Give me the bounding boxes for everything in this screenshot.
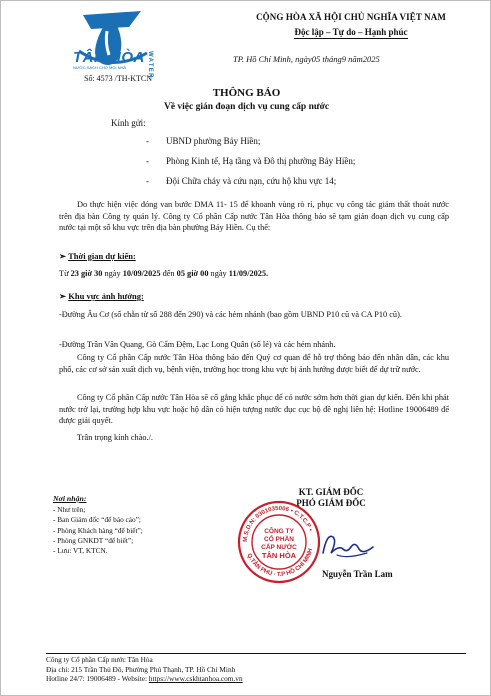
closing-line: Trân trọng kính chào./. bbox=[77, 433, 153, 442]
date-start: 10/09/2025 bbox=[122, 269, 161, 278]
logo-water: WATER bbox=[147, 51, 153, 79]
recipient-dash: - bbox=[146, 136, 149, 146]
recipients-list-title: Nơi nhận: bbox=[53, 494, 87, 503]
recipient-item bbox=[146, 136, 260, 146]
recipients-list bbox=[53, 494, 143, 556]
footer-company: Công ty Cổ phần Cấp nước Tân Hòa bbox=[46, 655, 153, 664]
area-item: -Đường Âu Cơ (số chẵn từ số 288 đến 290) và các hẻm nhánh (bao gồm UBND P10 cũ và CA P10 cũ). bbox=[59, 310, 402, 319]
time-heading-text: Thời gian dự kiến: bbox=[68, 251, 136, 261]
signature-title-1: KT. GIÁM ĐỐC bbox=[298, 487, 364, 497]
time-day-label-2: ngày bbox=[208, 269, 229, 278]
body-paragraph: Công ty Cổ phần Cấp nước Tân Hòa sẽ cố gắng khắc phục để có nước sớm hơn thời gian dự kiến. Đến khi phát nước trở lại, trường hợp khu vực hoặc hộ dân có hiện tượng nước đục cục bộ đề nghị liên hệ: Hotline 19006489 để được giải quyết. bbox=[59, 393, 449, 426]
nation-line2: Độc lập – Tự do – Hạnh phúc bbox=[294, 27, 408, 37]
body-paragraph: Công ty Cổ phần Cấp nước Tân Hòa thông báo đến Quý cơ quan để hỗ trợ thông báo đến nhân dân, các khu phố, các cơ sở sản xuất dịch vụ, bệnh viện, trường học trong khu vực bị ảnh hưởng được biết để dự trữ nước. bbox=[59, 353, 449, 374]
seal-line4: TÂN HÒA bbox=[261, 551, 297, 560]
recipient-item bbox=[146, 156, 355, 166]
footer-hotline: Hotline 24/7: 19006489 - Website: bbox=[46, 674, 149, 684]
seal-line1: CÔNG TY bbox=[264, 528, 294, 535]
national-header bbox=[221, 12, 481, 40]
date-end: 11/09/2025. bbox=[228, 269, 269, 278]
area-item: -Đường Trần Văn Quang, Gò Cẩm Đệm, Lạc Long Quân (số lẻ) và các hẻm nhánh. bbox=[59, 340, 336, 349]
intro-paragraph: Do thực hiện việc đóng van bước DMA 11- 15 để khoanh vùng rò rỉ, phục vụ công tác giảm thất thoát nước trên địa bàn Công ty quản lý. Công ty Cổ phần Cấp nước Tân Hòa thông báo sẽ tạm gián đoạn dịch vụ cung cấp nước tại một số khu vực trên địa bàn phường Bảy Hiền. Cụ thể: bbox=[59, 200, 449, 233]
logo-slogan: NƯỚC SẠCH CHO MỌI NHÀ bbox=[73, 65, 127, 70]
footer-contact bbox=[46, 674, 243, 684]
area-heading-text: Khu vực ảnh hưởng: bbox=[68, 291, 144, 301]
recipient-text: Đội Chữa cháy và cứu nạn, cứu hộ khu vực 14; bbox=[166, 176, 337, 186]
website-link[interactable]: https://www.cskhtanhoa.com.vn bbox=[148, 674, 243, 684]
logo-brand: TÂN HÒA bbox=[73, 49, 145, 66]
seal-line2: CỔ PHẦN bbox=[264, 536, 294, 543]
greeting: Kính gửi: bbox=[111, 118, 146, 128]
recipients-list-item: - Như trên; bbox=[53, 505, 86, 515]
signature-title-2: PHÓ GIÁM ĐỐC bbox=[296, 498, 366, 508]
footer-divider bbox=[46, 653, 466, 654]
document-title: THÔNG BÁO bbox=[212, 87, 281, 99]
recipient-item bbox=[146, 176, 336, 186]
recipient-text: UBND phường Bảy Hiền; bbox=[166, 136, 261, 146]
recipients-list-item: - Lưu: VT, KTCN. bbox=[53, 546, 108, 556]
handwritten-signature bbox=[317, 527, 377, 563]
place-date: TP. Hồ Chí Minh, ngày05 tháng9 năm2025 bbox=[233, 54, 380, 64]
time-heading: ➢ Thời gian dự kiến: bbox=[59, 251, 136, 261]
company-seal bbox=[237, 500, 321, 584]
seal-ring-bottom: Q.TÂN PHÚ - T.P HỒ CHÍ MINH bbox=[245, 547, 315, 579]
time-day-label: ngày bbox=[102, 269, 123, 278]
document-subtitle: Về việc gián đoạn dịch vụ cung cấp nước bbox=[163, 102, 330, 112]
recipients-list-item: - Phòng Khách hàng “để biết”; bbox=[53, 525, 143, 535]
recipient-text: Phòng Kinh tế, Hạ tầng và Đô thị phường Bảy Hiền; bbox=[166, 156, 356, 166]
time-to-label: đến bbox=[160, 269, 177, 278]
recipient-dash: - bbox=[146, 156, 149, 166]
footer-address: Địa chỉ: 215 Trần Thủ Đô, Phường Phú Thạnh, TP. Hồ Chí Minh bbox=[46, 664, 236, 674]
footer bbox=[46, 655, 243, 684]
time-start: 23 giờ 30 bbox=[70, 269, 103, 278]
time-from: Từ bbox=[59, 269, 71, 278]
document-number: Số: 4573 /TH-KTCN bbox=[84, 74, 152, 83]
seal-line3: CẤP NƯỚC bbox=[261, 544, 297, 551]
nation-line1: CỘNG HÒA XÃ HỘI CHỦ NGHĨA VIỆT NAM bbox=[256, 12, 446, 22]
recipients-list-item: - Phòng GNKDT “để biết”; bbox=[53, 535, 134, 545]
recipients-list-item: - Ban Giám đốc “để báo cáo”; bbox=[53, 515, 141, 525]
signer-name: Nguyễn Trần Lam bbox=[322, 569, 393, 579]
seal-ring-top: M.S.D.N: 0301035006 • C.T.C.P • bbox=[242, 505, 313, 543]
time-line bbox=[59, 268, 449, 280]
recipient-dash: - bbox=[146, 176, 149, 186]
time-end: 05 giờ 00 bbox=[176, 269, 209, 278]
area-heading: ➢ Khu vực ảnh hưởng: bbox=[59, 291, 144, 301]
